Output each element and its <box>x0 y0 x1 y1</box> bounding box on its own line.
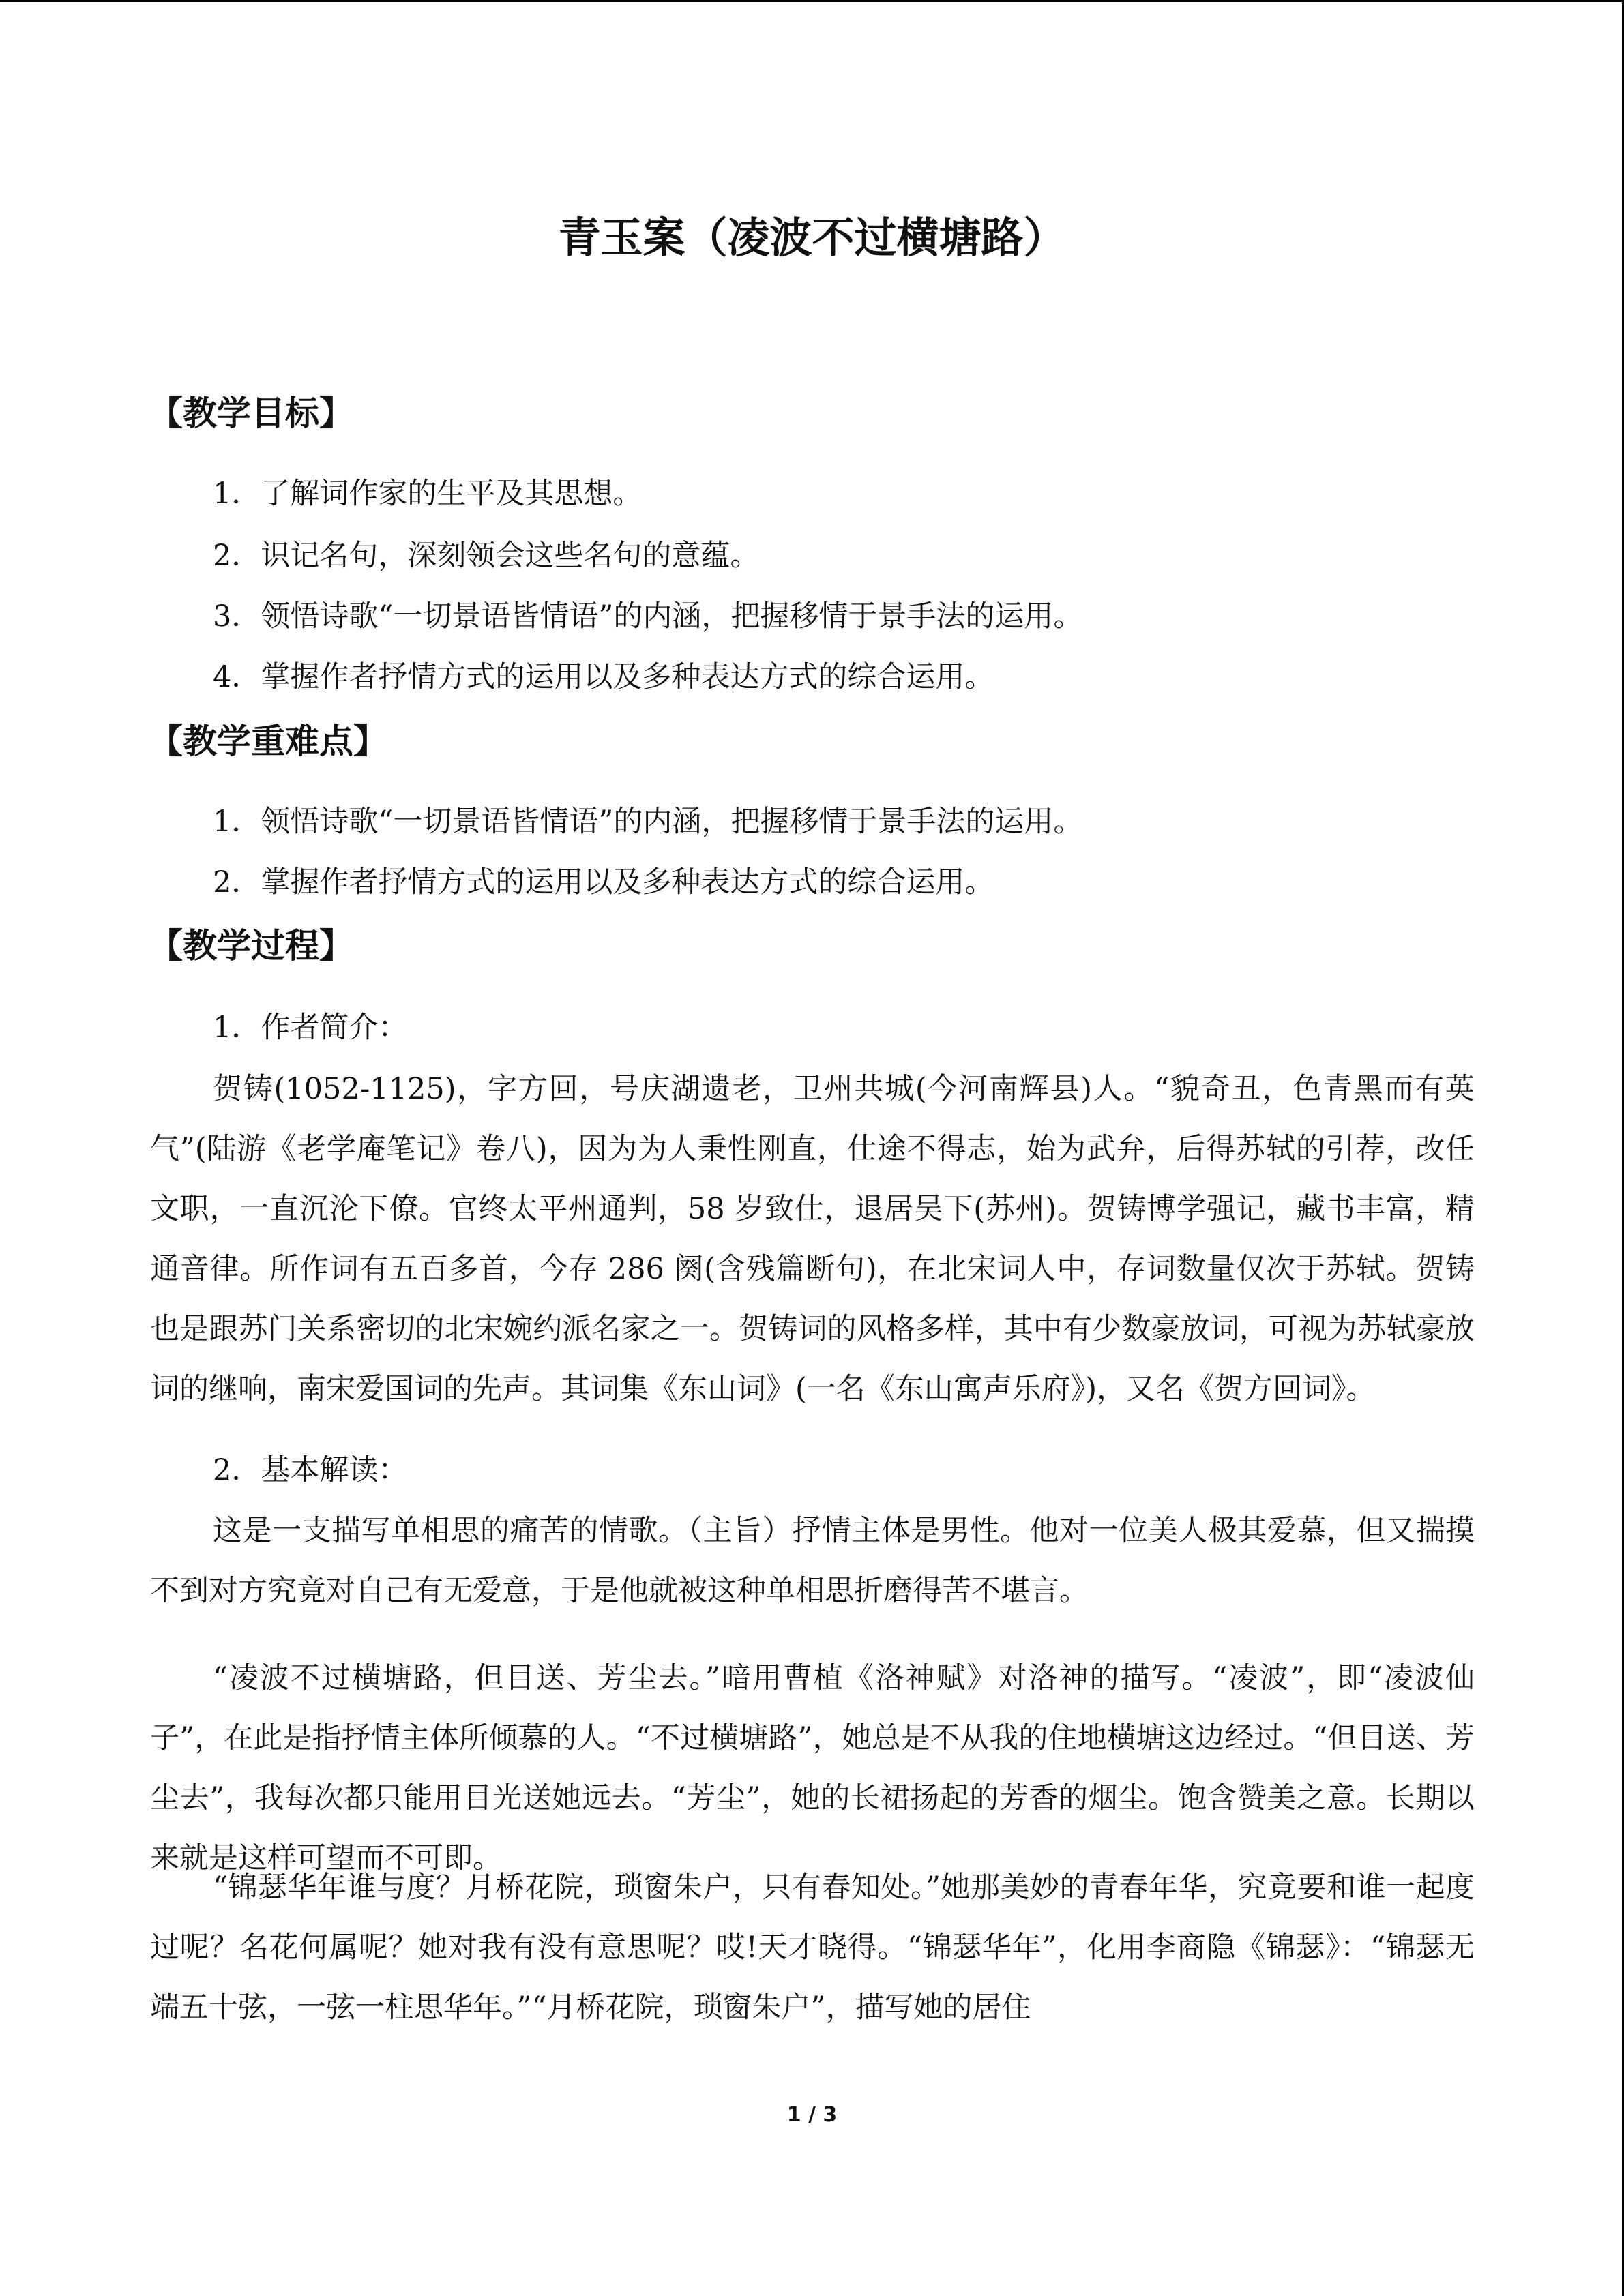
objective-item: 3．领悟诗歌“一切景语皆情语”的内涵，把握移情于景手法的运用。 <box>213 599 1083 633</box>
process-subheading-author: 1．作者简介： <box>213 1011 408 1045</box>
top-border-line <box>0 0 1624 2</box>
key-point-item: 2．掌握作者抒情方式的运用以及多种表达方式的综合运用。 <box>213 865 994 899</box>
section-heading-process: 【教学过程】 <box>149 926 353 966</box>
paragraph-theme: 这是一支描写单相思的痛苦的情歌。（主旨）抒情主体是男性。他对一位美人极其爱慕，但又揣摸不到对方究竟对自己有无爱意，于是他就被这种单相思折磨得苦不堪言。 <box>150 1514 1475 1608</box>
objective-item: 2．识记名句，深刻领会这些名句的意蕴。 <box>213 539 760 573</box>
process-subheading-reading: 2．基本解读： <box>213 1453 408 1487</box>
paragraph-analysis-1: “凌波不过横塘路，但目送、芳尘去。”暗用曹植《洛神赋》对洛神的描写。“凌波”，即“凌波仙子”，在此是指抒情主体所倾慕的人。“不过横塘路”，她总是不从我的住地横塘这边经过。“但目送、芳尘去”，我每次都只能用目光送她远去。“芳尘”，她的长裙扬起的芳香的烟尘。饱含赞美之意。长期以来就是这样可望而不可即。 <box>150 1661 1475 1875</box>
objective-item: 1．了解词作家的生平及其思想。 <box>213 477 643 511</box>
section-heading-objectives: 【教学目标】 <box>149 393 353 433</box>
key-point-item: 1．领悟诗歌“一切景语皆情语”的内涵，把握移情于景手法的运用。 <box>213 805 1083 839</box>
document-title: 青玉案（凌波不过横塘路） <box>558 213 1066 263</box>
paragraph-analysis-2: “锦瑟华年谁与度？月桥花院，琐窗朱户，只有春知处。”她那美妙的青春年华，究竟要和谁一起度过呢？名花何属呢？她对我有没有意思呢？哎!天才晓得。“锦瑟华年”，化用李商隐《锦瑟》：“锦瑟无端五十弦，一弦一柱思华年。”“月桥花院，琐窗朱户”，描写她的居住 <box>150 1870 1475 2025</box>
section-heading-key-points: 【教学重难点】 <box>149 721 387 761</box>
page-number: 1 / 3 <box>786 2103 838 2127</box>
paragraph-author-bio: 贺铸(1052-1125)，字方回，号庆湖遗老，卫州共城(今河南辉县)人。“貌奇丑，色青黑而有英气”(陆游《老学庵笔记》卷八)，因为为人秉性刚直，仕途不得志，始为武弁，后得苏轼的引荐，改任文职，一直沉沦下僚。官终太平州通判，58 岁致仕，退居吴下(苏州)。贺铸博学强记，藏书丰富，精通音律。所作词有五百多首，今存 286 阕(含残篇断句)，在北宋词人中，存词数量仅次于苏轼。贺铸也是跟苏门关系密切的北宋婉约派名家之一。贺铸词的风格多样，其中有少数豪放词，可视为苏轼豪放词的继响，南宋爱国词的先声。其词集《东山词》(一名《东山寓声乐府》)，又名《贺方回词》。 <box>150 1072 1475 1406</box>
objective-item: 4．掌握作者抒情方式的运用以及多种表达方式的综合运用。 <box>213 660 994 694</box>
